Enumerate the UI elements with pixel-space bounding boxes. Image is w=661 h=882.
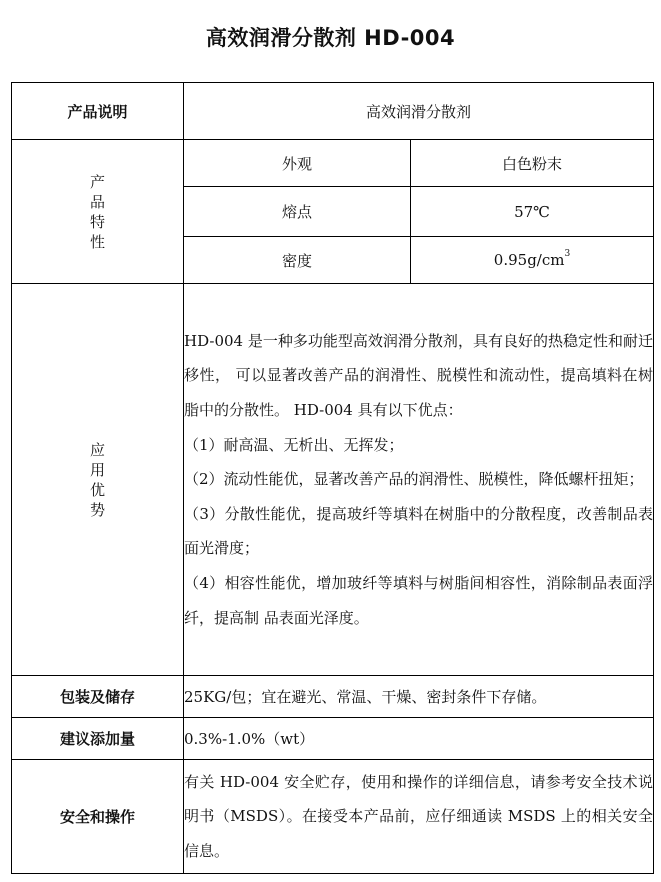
application-body xyxy=(184,284,654,676)
dosage-row xyxy=(12,718,654,760)
application-paragraph: （3）分散性能优，提高玻纤等填料在树脂中的分散程度，改善制品表面光滑度； xyxy=(184,504,654,558)
application-paragraph: （4）相容性能优，增加玻纤等填料与树脂间相容性，消除制品表面浮纤，提高制 品表面光泽度。 xyxy=(184,573,654,627)
spec-table xyxy=(11,82,654,874)
properties-label: 产品特性 xyxy=(89,172,105,251)
application-paragraph: （2）流动性能优，显著改善产品的润滑性、脱模性，降低螺杆扭矩； xyxy=(184,470,644,489)
application-label: 应用优势 xyxy=(89,440,105,519)
safety-value: 有关 HD-004 安全贮存，使用和操作的详细信息，请参考安全技术说明书（MSDS）。在接受本产品前，应仔细通读 MSDS 上的相关安全信息。 xyxy=(184,760,654,874)
density-value: 0.95g/cm xyxy=(493,251,565,269)
packaging-label: 包装及储存 xyxy=(12,676,184,718)
product-desc-row xyxy=(12,83,654,140)
safety-label: 安全和操作 xyxy=(12,760,184,874)
property-name: 外观 xyxy=(184,140,411,187)
application-row xyxy=(12,284,654,676)
packaging-row xyxy=(12,676,654,718)
property-row-appearance xyxy=(12,140,654,187)
dosage-label: 建议添加量 xyxy=(12,718,184,760)
product-desc-value: 高效润滑分散剂 xyxy=(184,83,654,140)
properties-label-cell xyxy=(12,140,184,284)
density-exponent: 3 xyxy=(564,249,571,259)
product-desc-label: 产品说明 xyxy=(12,83,184,140)
document-title: 高效润滑分散剂 HD-004 xyxy=(205,26,456,50)
property-value-cell xyxy=(411,237,654,284)
property-name: 熔点 xyxy=(184,187,411,237)
application-label-cell xyxy=(12,284,184,676)
property-value: 白色粉末 xyxy=(411,140,654,187)
dosage-value: 0.3%-1.0%（wt） xyxy=(184,718,654,760)
application-paragraph: （1）耐高温、无析出、无挥发； xyxy=(184,435,404,454)
safety-row xyxy=(12,760,654,874)
application-paragraph: HD-004 是一种多功能型高效润滑分散剂，具有良好的热稳定性和耐迁移性， 可以显著改善产品的润滑性、脱模性和流动性，提高填料在树脂中的分散性。 HD-004 具有以下优点： xyxy=(184,331,654,420)
property-name: 密度 xyxy=(184,237,411,284)
property-value: 57℃ xyxy=(411,187,654,237)
packaging-value: 25KG/包；宜在避光、常温、干燥、密封条件下存储。 xyxy=(184,676,654,718)
